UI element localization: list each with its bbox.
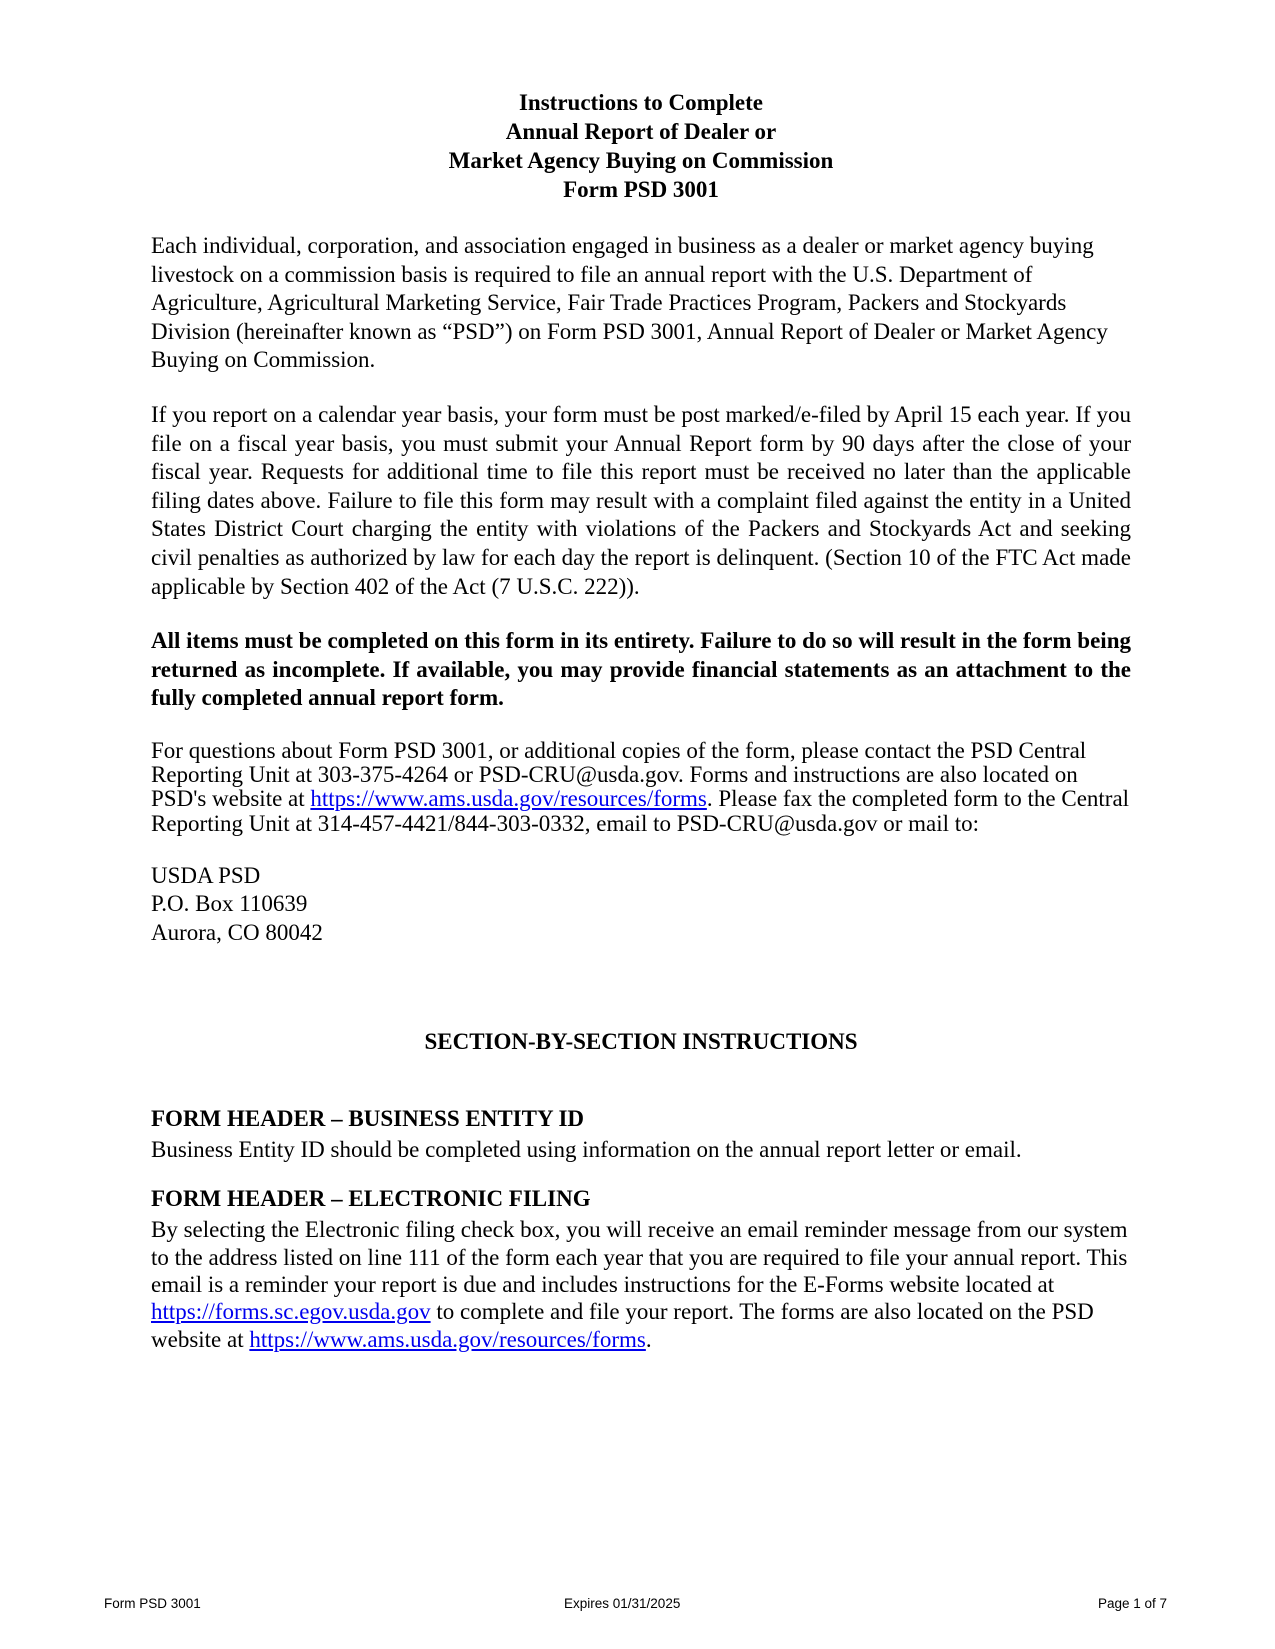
contact-text-after: . Please fax the completed form to the Central Reporting Unit at 314-457-4421/844-303-0332, email to PSD-CRU@usda.gov or mail to: [151,786,1130,836]
title-line-4: Form PSD 3001 [563,177,719,202]
efiling-text-3: . [645,1326,652,1352]
mailing-address [151,862,1131,948]
section-text-electronic-filing [151,1216,1131,1353]
forms-link[interactable]: https://www.ams.usda.gov/resources/forms [310,786,707,812]
title-line-3: Market Agency Buying on Commission [448,148,834,173]
footer-page-number: Page 1 of 7 [1097,1596,1167,1611]
section-heading-entity-id: FORM HEADER – BUSINESS ENTITY ID [151,1105,585,1131]
requirement-paragraph: All items must be completed on this form in its entirety. Failure to do so will result in the form being returned as incomplete. If available, you may provide financial statements as an attachment to the fully completed annual report form. [151,628,1131,711]
deadline-paragraph: If you report on a calendar year basis, your form must be post marked/e-filed by April 15 each year. If you file on a fiscal year basis, you must submit your Annual Report form by 90 days after the close of your fiscal year. Requests for additional time to file this report must be received no later than the applicable filing dates above. Failure to file this form may result with a complaint filed against the entity in a United States District Court charging the entity with violations of the Packers and Stockyards Act and seeking civil penalties as authorized by law for each day the report is delinquent. (Section 10 of the FTC Act made applicable by Section 402 of the Act (7 U.S.C. 222)). [151,401,1131,599]
contact-paragraph [151,739,1131,836]
document-title [151,88,1131,204]
psd-forms-link[interactable]: https://www.ams.usda.gov/resources/forms [249,1326,646,1352]
title-line-1: Instructions to Complete [518,90,764,115]
address-line-1: USDA PSD [151,862,261,888]
eforms-link[interactable]: https://forms.sc.egov.usda.gov [151,1299,431,1325]
section-text-entity-id: Business Entity ID should be completed using information on the annual report letter or email. [151,1136,1022,1162]
address-line-2: P.O. Box 110639 [151,891,308,917]
contact-text-before: For questions about Form PSD 3001, or additional copies of the form, please contact the PSD Central Reporting Unit at 303-375-4264 or PSD-CRU@usda.gov. Forms and instructions are also located on PSD's website at [151,737,1087,812]
section-heading-electronic-filing: FORM HEADER – ELECTRONIC FILING [151,1186,591,1212]
intro-paragraph: Each individual, corporation, and association engaged in business as a dealer or market agency buying livestock on a commission basis is required to file an annual report with the U.S. Department of Agriculture, Agricultural Marketing Service, Fair Trade Practices Program, Packers and Stockyards Division (hereinafter known as “PSD”) on Form PSD 3001, Annual Report of Dealer or Market Agency Buying on Commission. [151,233,1108,373]
section-title: SECTION-BY-SECTION INSTRUCTIONS [424,1028,858,1054]
footer-expiry: Expires 01/31/2025 [564,1596,681,1611]
document-page [151,88,1131,1353]
address-line-3: Aurora, CO 80042 [151,919,323,945]
footer-form-id: Form PSD 3001 [104,1596,201,1611]
efiling-text-1: By selecting the Electronic filing check box, you will receive an email reminder message from our system to the address listed on line 111 of the form each year that you are required to file your annual report. This email is a reminder your report is due and includes instructions for the E-Forms website located at [151,1217,1128,1297]
title-line-2: Annual Report of Dealer or [505,119,777,144]
efiling-text-2: to complete and file your report. The forms are also located on the PSD website at [151,1299,1094,1352]
